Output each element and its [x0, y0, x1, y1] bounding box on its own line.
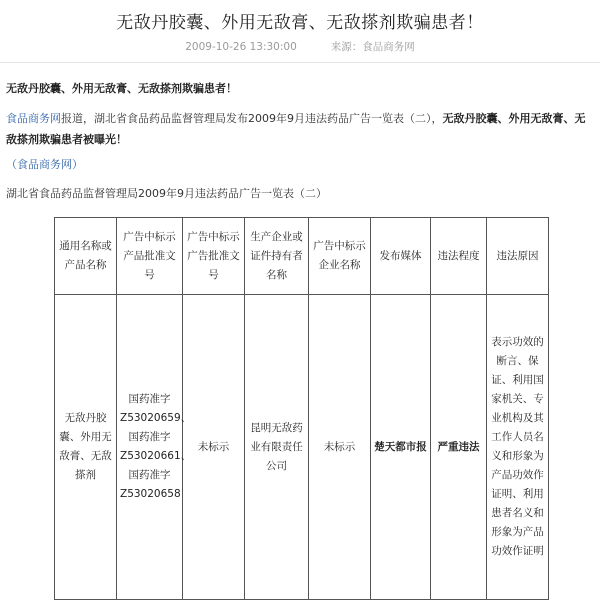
table-header-row [55, 218, 549, 295]
source-credit[interactable]: （食品商务网） [6, 158, 83, 171]
paragraph-bold-text: 无敌丹胶囊、外用无敌膏、无敌搽剂欺骗患者被曝光！ [6, 112, 586, 146]
source-link[interactable]: 食品商务网 [6, 112, 61, 125]
approval-line: Z53020658 [120, 488, 181, 500]
paragraph-text: 报道，湖北省食品药品监督管理局发布2009年9月违法药品广告一览表（二）， [61, 112, 443, 125]
cell-product-name: 无敌丹胶囊、外用无敌膏、无敌搽剂 [55, 295, 117, 600]
cell-manufacturer: 昆明无敌药业有限责任公司 [245, 295, 309, 600]
article-title: 无敌丹胶囊、外用无敌膏、无敌搽剂欺骗患者！ [116, 13, 484, 33]
column-header: 广告中标示产品批准文号 [117, 218, 183, 295]
column-header: 通用名称或产品名称 [55, 218, 117, 295]
column-header: 违法程度 [431, 218, 487, 295]
table-row [55, 295, 549, 600]
approval-line: 国药准字 [128, 469, 171, 481]
column-header: 广告中标示广告批准文号 [183, 218, 245, 295]
cell-ad-company: 未标示 [309, 295, 371, 600]
approval-line: 国药准字 [128, 431, 171, 443]
cell-severity: 严重违法 [431, 295, 487, 600]
publish-datetime: 2009-10-26 13:30:00 [185, 41, 297, 53]
body-paragraph [6, 108, 594, 150]
column-header: 生产企业或证件持有者名称 [245, 218, 309, 295]
header-divider [0, 62, 600, 63]
article-source: 来源：食品商务网 [330, 41, 415, 53]
article-meta [0, 39, 600, 54]
cell-product-approvals [117, 295, 192, 600]
violation-table [54, 217, 549, 600]
cell-reason: 表示功效的断言、保证、利用国家机关、专业机构及其工作人员名义和形象为产品功效作证明、利用患者名义和形象为产品功效作证明 [487, 295, 549, 600]
column-header: 发布媒体 [371, 218, 431, 295]
column-header: 违法原因 [487, 218, 549, 295]
lead-headline: 无敌丹胶囊、外用无敌膏、无敌搽剂欺骗患者！ [6, 82, 237, 95]
approval-line: 国药准字 [128, 393, 171, 405]
cell-ad-approval: 未标示 [183, 295, 245, 600]
cell-media: 楚天都市报 [371, 295, 431, 600]
approval-line: Z53020659、 [120, 412, 192, 424]
approval-line: Z53020661、 [120, 450, 192, 462]
table-title: 湖北省食品药品监督管理局2009年9月违法药品广告一览表（二） [6, 187, 327, 200]
column-header: 广告中标示企业名称 [309, 218, 371, 295]
